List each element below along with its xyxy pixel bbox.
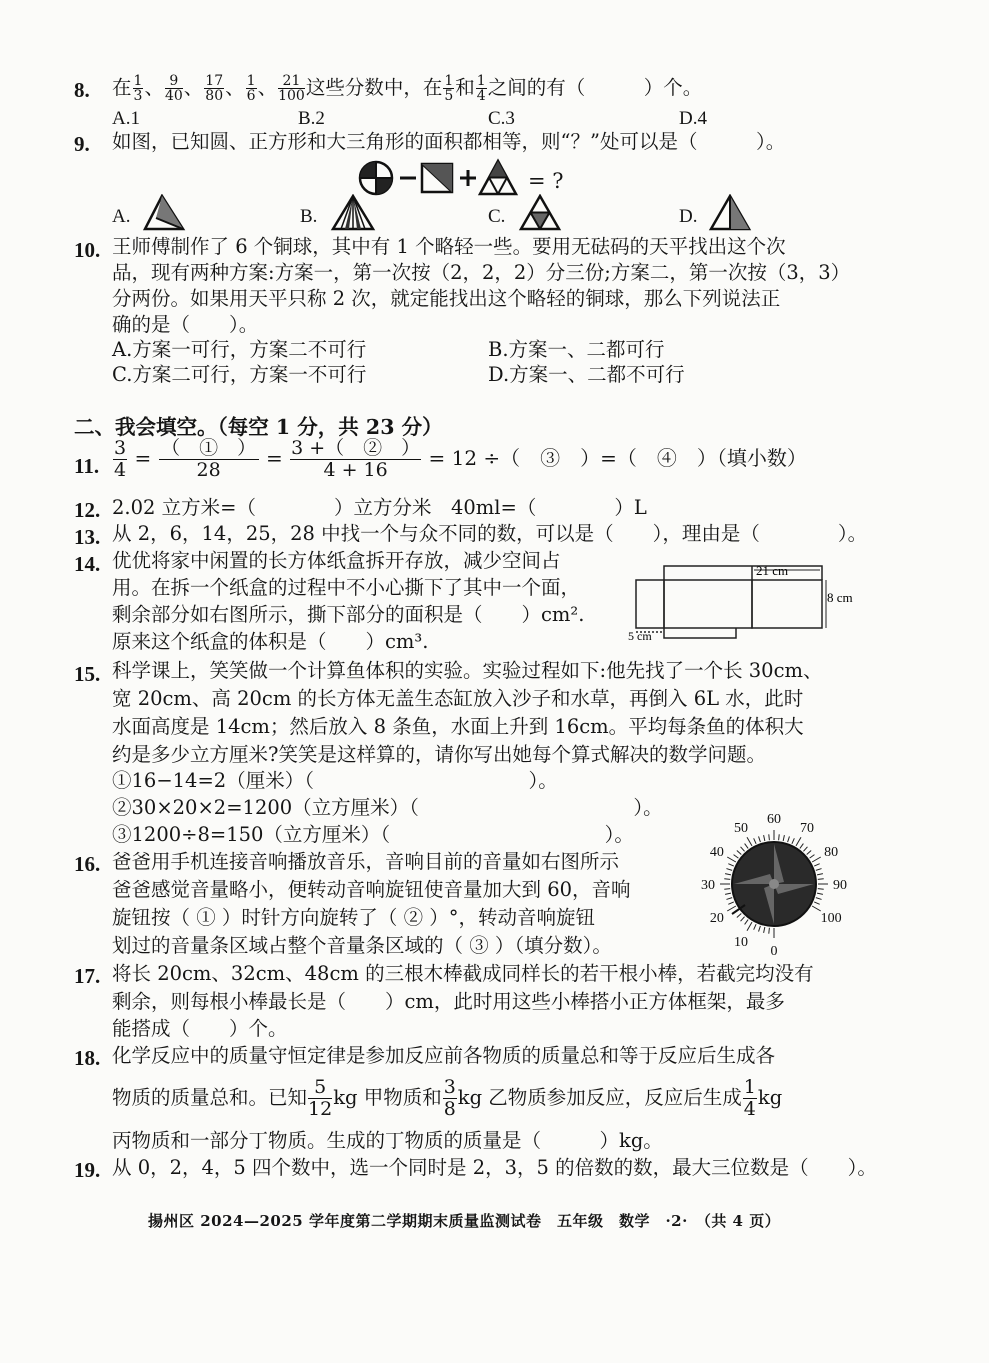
q9-option-d[interactable]: D. — [679, 206, 698, 227]
q10-option-d[interactable]: D.方案一、二都不可行 — [488, 363, 685, 386]
dial-tick — [759, 926, 761, 932]
q10-option-b[interactable]: B.方案一、二都可行 — [488, 338, 665, 361]
dial-tick — [725, 893, 731, 894]
dial-tick — [737, 851, 741, 855]
dial-tick — [745, 920, 749, 925]
dial-tick — [817, 874, 823, 875]
triangle-option-c-icon — [518, 194, 562, 232]
dial-label: 100 — [820, 911, 842, 926]
dial-label: 70 — [800, 820, 814, 836]
q17-line-2: 剩余，则每根小棒最长是（ ）cm，此时用这些小棒搭小正方体框架，最多 — [112, 990, 785, 1013]
q9-text: 如图，已知圆、正方形和大三角形的面积都相等，则“？”处可以是（ ）。 — [112, 130, 786, 153]
q15-line-3: 水面高度是 14cm；然后放入 8 条鱼，水面上升到 16cm。平均每条鱼的体积大 — [112, 715, 804, 738]
dial-label: 80 — [824, 845, 839, 860]
q8-text: 在 $\frac{1}{3}$ 、 $\frac{9}{40}$ 、 $\frac{17}{80}$ 、 $\frac{1}{6}$ 、 $\frac{21}{100}$ 这些分数中，在 $\frac{1}{5}$ 和 $\frac{1}{4}$ 之间的有（ ）个。 — [112, 73, 703, 104]
dial-tick — [727, 857, 736, 862]
dial-label: 0 — [770, 944, 778, 958]
dimension-8cm: 8 cm — [827, 590, 853, 605]
dial-tick — [788, 836, 790, 842]
q19-number: 19. — [74, 1158, 101, 1182]
dial-tick — [726, 898, 732, 900]
dial-tick — [818, 879, 824, 880]
dial-label: 10 — [734, 935, 748, 951]
q11-equation: $\frac{3}{4}$ = $\frac{\text{（ ① ）}}{28}$ = $\frac{\text{3 +（ ② ）}}{4 + 16}$ = 12 ÷（ ③ ）=（ ④ ）（填小数） — [114, 437, 807, 481]
dial-tick — [783, 835, 784, 841]
dial-tick — [779, 834, 780, 840]
dial-tick — [812, 906, 821, 911]
dial-tick — [747, 922, 752, 931]
q17-line-1: 将长 20cm、32cm、48cm 的三根木棒截成同样长的若干根小棒，若截完均没有 — [112, 962, 814, 985]
q18-line-3: 丙物质和一部分丁物质。生成的丁物质的质量是（ ）kg。 — [112, 1129, 663, 1152]
q15-step-2: ②30×20×2=1200（立方厘米）（ ）。 — [112, 796, 663, 819]
q9-option-b[interactable]: B. — [300, 206, 318, 227]
q10-number: 10. — [74, 238, 101, 262]
dial-tick — [745, 844, 749, 849]
circle-icon — [360, 162, 392, 194]
q10-line-3: 分两份。如果用天平只称 2 次，就定能找出这个略轻的铜球，那么下列说法正 — [112, 287, 781, 310]
q14-line-3: 剩余部分如右图所示，撕下部分的面积是（ ）cm². — [112, 603, 585, 626]
triangle-option-d-icon — [708, 194, 752, 232]
page-footer: 揚州区 2024—2025 学年度第二学期期末质量监测试卷 五年级 数学 ·2· （共 4 页） — [148, 1212, 781, 1230]
dial-tick — [726, 869, 732, 871]
dial-tick — [800, 844, 804, 849]
plus-sign — [460, 170, 476, 186]
triangle-option-a-icon — [142, 194, 186, 232]
q14-line-1: 优优将家中闲置的长方体纸盒拆开存放，减少空间占 — [112, 549, 561, 572]
dial-tick — [769, 928, 770, 934]
dial-tick — [759, 836, 761, 842]
q8-number: 8. — [74, 78, 90, 102]
q9-equals: = ? — [528, 169, 564, 193]
dial-tick — [747, 837, 752, 846]
q10-option-c[interactable]: C.方案二可行，方案一不可行 — [112, 363, 367, 386]
q15-number: 15. — [74, 662, 101, 686]
q15-line-1: 科学课上，笑笑做一个计算鱼体积的实验。实验过程如下:他先找了一个长 30cm、 — [112, 659, 823, 682]
dial-tick — [724, 889, 730, 890]
q15-step-3: ③1200÷8=150（立方厘米）（ ）。 — [112, 823, 634, 846]
dial-label: 50 — [734, 820, 748, 836]
q12-text: 2.02 立方米=（ ）立方分米 40ml=（ ）L — [112, 496, 647, 519]
q8-option-c[interactable]: C.3 — [488, 108, 515, 129]
dial-tick — [728, 864, 733, 866]
q10-line-1: 王师傅制作了 6 个铜球，其中有 1 个略轻一些。要用无砝码的天平找出这个次 — [112, 235, 786, 258]
q8-option-a[interactable]: A.1 — [112, 108, 140, 129]
q10-option-a[interactable]: A.方案一可行，方案二不可行 — [112, 338, 367, 361]
q15-line-2: 宽 20cm、高 20cm 的长方体无盖生态缸放入沙子和水草，再倒入 6L 水，此时 — [112, 687, 804, 710]
q8-option-d[interactable]: D.4 — [679, 108, 707, 129]
q10-line-2: 品，现有两种方案:方案一，第一次按（2，2，2）分三份;方案二，第一次按（3，3） — [112, 261, 851, 284]
dial-tick — [741, 917, 745, 921]
section-2-heading: 二、我会填空。（每空 1 分，共 23 分） — [74, 415, 443, 439]
dial-label: 90 — [833, 878, 847, 893]
dial-tick — [769, 834, 770, 840]
q9-option-a[interactable]: A. — [112, 206, 131, 227]
q8-option-b[interactable]: B.2 — [298, 108, 325, 129]
dial-tick — [814, 864, 819, 866]
q18-line-2: 物质的质量总和。已知 $\frac{5}{12}$ kg 甲物质和 $\frac{3}{8}$ kg 乙物质参加反应，反应后生成 $\frac{1}{4}$ kg — [112, 1076, 783, 1120]
q14-number: 14. — [74, 552, 101, 576]
q10-line-4: 确的是（ ）。 — [112, 313, 259, 336]
dial-label: 20 — [709, 911, 724, 926]
dial-tick — [741, 847, 745, 851]
dial-tick — [807, 851, 811, 855]
dial-tick — [754, 838, 756, 843]
q11-number: 11. — [74, 454, 100, 478]
dial-tick — [818, 889, 824, 890]
dial-tick — [817, 893, 823, 894]
dial-tick — [728, 902, 733, 904]
triangle-option-b-icon — [330, 194, 376, 232]
dial-tick — [764, 835, 765, 841]
q18-number: 18. — [74, 1046, 101, 1070]
q16-line-3: 旋钮按（ ① ）时针方向旋转了（ ② ）°，转动音响旋钮 — [112, 906, 596, 929]
q13-number: 13. — [74, 525, 101, 549]
q15-step-1: ①16−14=2（厘米）（ ）。 — [112, 769, 558, 792]
dial-tick — [816, 869, 822, 871]
q19-text: 从 0，2，4，5 四个数中，选一个同时是 2，3，5 的倍数的数，最大三位数是（ ）。 — [112, 1156, 877, 1179]
dial-tick — [764, 927, 765, 933]
q16-line-2: 爸爸感觉音量略小，便转动音响旋钮使音量加大到 60，音响 — [112, 878, 631, 901]
dial-tick — [816, 898, 822, 900]
q15-line-4: 约是多少立方厘米?笑笑是这样算的，请你写出她每个算式解决的数学问题。 — [112, 743, 766, 766]
dial-tick — [725, 874, 731, 875]
dial-tick — [792, 838, 794, 843]
dial-tick — [803, 847, 807, 851]
dial-tick — [734, 855, 739, 859]
dial-label: 40 — [709, 845, 724, 860]
q14-line-2: 用。在拆一个纸盒的过程中不小心撕下了其中一个面， — [112, 576, 581, 599]
q16-line-1: 爸爸用手机连接音响播放音乐，音响目前的音量如右图所示 — [112, 850, 620, 873]
q16-number: 16. — [74, 852, 101, 876]
dial-tick — [796, 837, 801, 846]
q13-text: 从 2，6，14，25，28 中找一个与众不同的数，可以是（ ），理由是（ ）。 — [112, 522, 868, 545]
q12-number: 12. — [74, 498, 101, 522]
triangle-icon — [480, 161, 516, 194]
dial-tick — [810, 855, 815, 859]
unfolded-box-figure — [626, 558, 866, 644]
dial-tick — [727, 906, 736, 911]
dimension-21cm: 21 cm — [756, 563, 789, 578]
q17-number: 17. — [74, 964, 101, 988]
q17-line-3: 能搭成（ ）个。 — [112, 1017, 288, 1040]
dial-tick — [812, 857, 821, 862]
dial-label: 60 — [767, 812, 781, 827]
dial-tick — [737, 913, 741, 917]
square-icon — [422, 164, 452, 192]
dimension-5cm: 5 cm — [628, 629, 652, 643]
volume-knob-dial — [692, 808, 862, 958]
q16-line-4: 划过的音量条区域占整个音量条区域的（ ③ ）（填分数）。 — [112, 934, 612, 957]
q14-line-4: 原来这个纸盒的体积是（ ）cm³. — [112, 630, 429, 653]
q9-option-c[interactable]: C. — [488, 206, 506, 227]
q18-line-1: 化学反应中的质量守恒定律是参加反应前各物质的质量总和等于反应后生成各 — [112, 1044, 776, 1067]
dial-tick — [814, 902, 819, 904]
q9-number: 9. — [74, 132, 90, 156]
dial-tick — [724, 879, 730, 880]
dial-tick — [754, 924, 756, 929]
dial-label: 30 — [701, 878, 715, 893]
